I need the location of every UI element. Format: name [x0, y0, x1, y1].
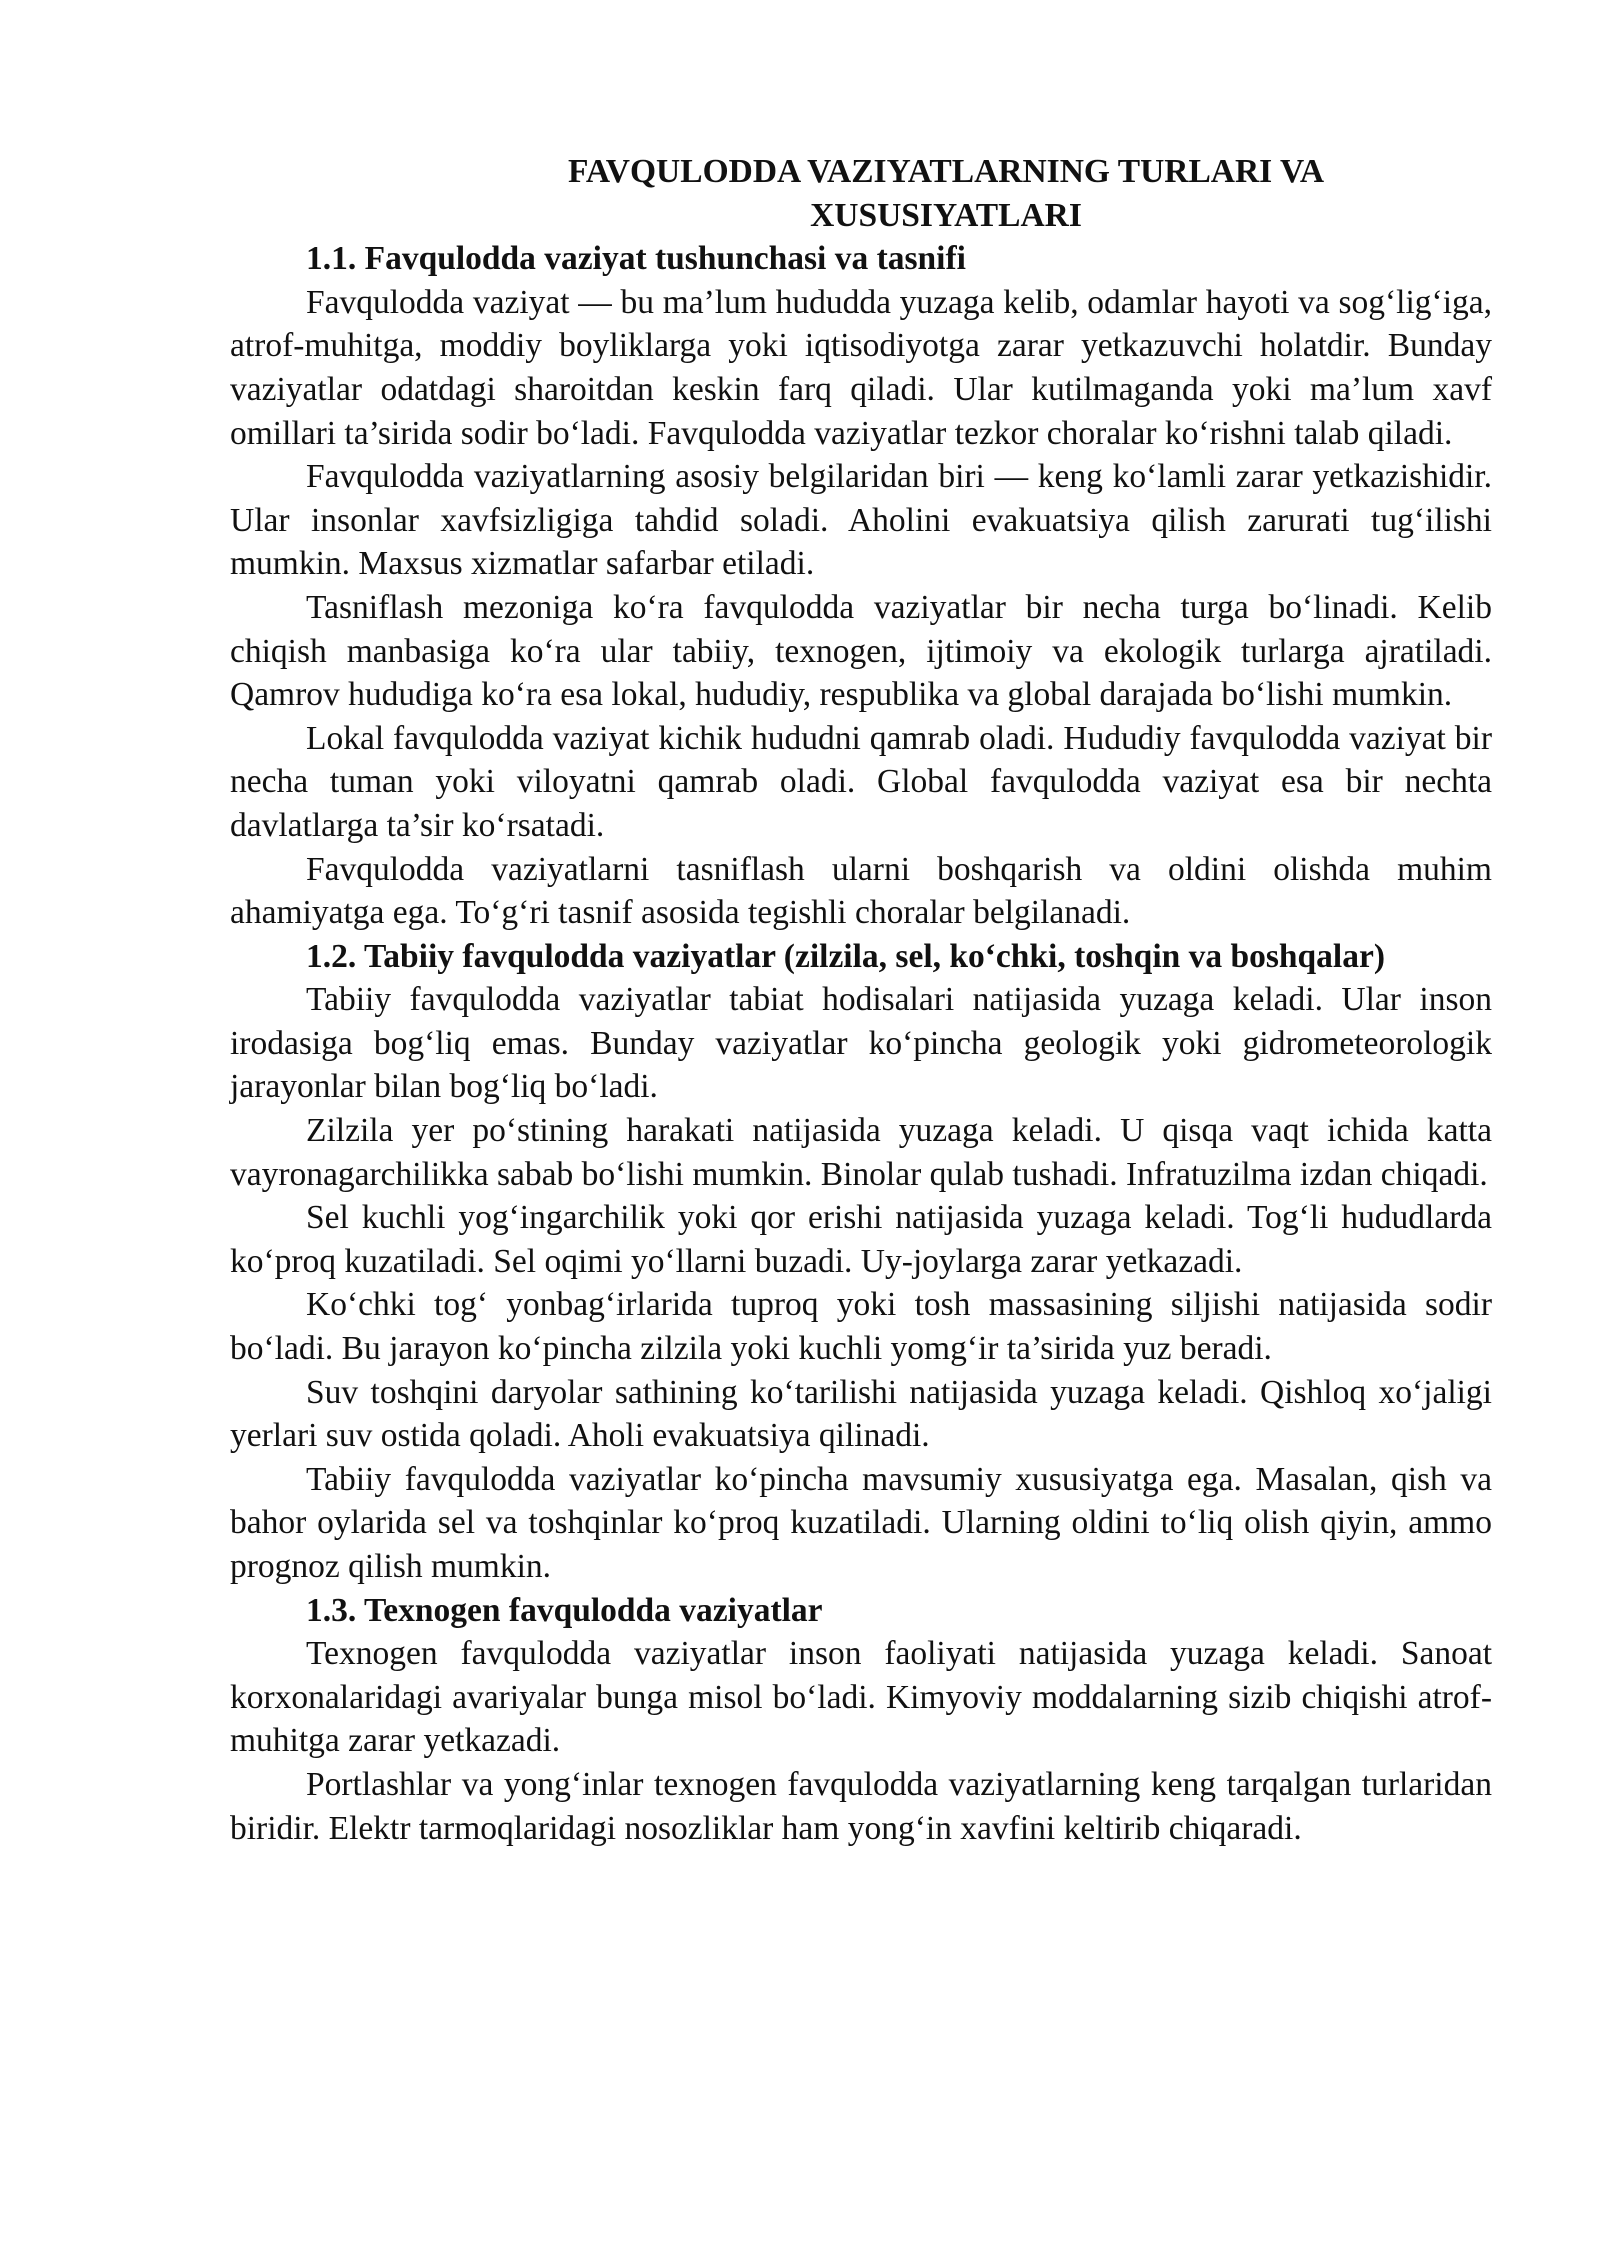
paragraph: Tasniflash mezoniga ko‘ra favqulodda vaziyatlar bir necha turga bo‘linadi. Kelib chiqish manbasiga ko‘ra ular tabiiy, texnogen, ijtimoiy va ekologik turlarga ajratiladi. Qamrov hududiga ko‘ra esa lokal, hududiy, respublika va global darajada bo‘lishi mumkin. — [230, 588, 1492, 714]
paragraph: Tabiiy favqulodda vaziyatlar ko‘pincha mavsumiy xususiyatga ega. Masalan, qish va bahor oylarida sel va toshqinlar ko‘proq kuzatiladi. Ularning oldini to‘liq olish qiyin, ammo prognoz qilish mumkin. — [230, 1460, 1492, 1585]
paragraph: Zilzila yer po‘stining harakati natijasida yuzaga keladi. U qisqa vaqt ichida katta vayronagarchilikka sabab bo‘lishi mumkin. Binolar qulab tushadi. Infratuzilma izdan chiqadi. — [230, 1112, 1492, 1193]
document-title-line-1: FAVQULODDA VAZIYATLARNING TURLARI VA — [567, 153, 1325, 190]
section-heading: 1.1. Favqulodda vaziyat tushunchasi va tasnifi — [306, 240, 966, 278]
section-1-2 — [230, 935, 1492, 1589]
document-title — [230, 150, 1492, 237]
paragraph: Sel kuchli yog‘ingarchilik yoki qor erishi natijasida yuzaga keladi. Tog‘li hududlarda ko‘proq kuzatiladi. Sel oqimi yo‘llarni buzadi. Uy-joylarga zarar yetkazadi. — [230, 1199, 1492, 1280]
paragraph: Ko‘chki tog‘ yonbag‘irlarida tuproq yoki tosh massasining siljishi natijasida sodir bo‘ladi. Bu jarayon ko‘pincha zilzila yoki kuchli yomg‘ir ta’sirida yuz beradi. — [230, 1286, 1492, 1368]
section-1-3 — [230, 1589, 1492, 1851]
paragraph: Suv toshqini daryolar sathining ko‘tarilishi natijasida yuzaga keladi. Qishloq xo‘jaligi yerlari suv ostida qoladi. Aholi evakuatsiya qilinadi. — [230, 1373, 1492, 1455]
paragraph: Favqulodda vaziyatlarning asosiy belgilaridan biri — keng ko‘lamli zarar yetkazishidir. Ular insonlar xavfsizligiga tahdid soladi. Aholini evakuatsiya qilish zarurati tug‘ilishi mumkin. Maxsus xizmatlar safarbar etiladi. — [230, 458, 1492, 583]
paragraph: Portlashlar va yong‘inlar texnogen favqulodda vaziyatlarning keng tarqalgan turlaridan biridir. Elektr tarmoqlaridagi nosozliklar ham yong‘in xavfini keltirib chiqaradi. — [230, 1765, 1492, 1847]
section-1-1 — [230, 237, 1492, 935]
section-heading: 1.2. Tabiiy favqulodda vaziyatlar (zilzila, sel, ko‘chki, toshqin va boshqalar) — [306, 937, 1386, 975]
section-heading: 1.3. Texnogen favqulodda vaziyatlar — [306, 1591, 823, 1629]
paragraph: Texnogen favqulodda vaziyatlar inson faoliyati natijasida yuzaga keladi. Sanoat korxonalaridagi avariyalar bunga misol bo‘ladi. Kimyoviy moddalarning sizib chiqishi atrof-muhitga zarar yetkazadi. — [230, 1635, 1492, 1760]
paragraph: Lokal favqulodda vaziyat kichik hududni qamrab oladi. Hududiy favqulodda vaziyat bir necha tuman yoki viloyatni qamrab oladi. Global favqulodda vaziyat esa bir nechta davlatlarga ta’sir ko‘rsatadi. — [230, 719, 1492, 844]
paragraph: Favqulodda vaziyatlarni tasniflash ularni boshqarish va oldini olishda muhim ahamiyatga ega. To‘g‘ri tasnif asosida tegishli choralar belgilanadi. — [230, 850, 1492, 932]
document-title-line-2: XUSUSIYATLARI — [810, 196, 1082, 234]
paragraph: Favqulodda vaziyat — bu ma’lum hududda yuzaga kelib, odamlar hayoti va sog‘lig‘iga, atrof-muhitga, moddiy boyliklarga yoki iqtisodiyotga zarar yetkazuvchi holatdir. Bunday vaziyatlar odatdagi sharoitdan keskin farq qiladi. Ular kutilmaganda yoki ma’lum xavf omillari ta’sirida sodir bo‘ladi. Favqulodda vaziyatlar tezkor choralar ko‘rishni talab qiladi. — [230, 283, 1492, 452]
document-page — [230, 150, 1492, 1850]
paragraph: Tabiiy favqulodda vaziyatlar tabiat hodisalari natijasida yuzaga keladi. Ular inson irodasiga bog‘liq emas. Bunday vaziyatlar ko‘pincha geologik yoki gidrometeorologik jarayonlar bilan bog‘liq bo‘ladi. — [230, 981, 1492, 1106]
